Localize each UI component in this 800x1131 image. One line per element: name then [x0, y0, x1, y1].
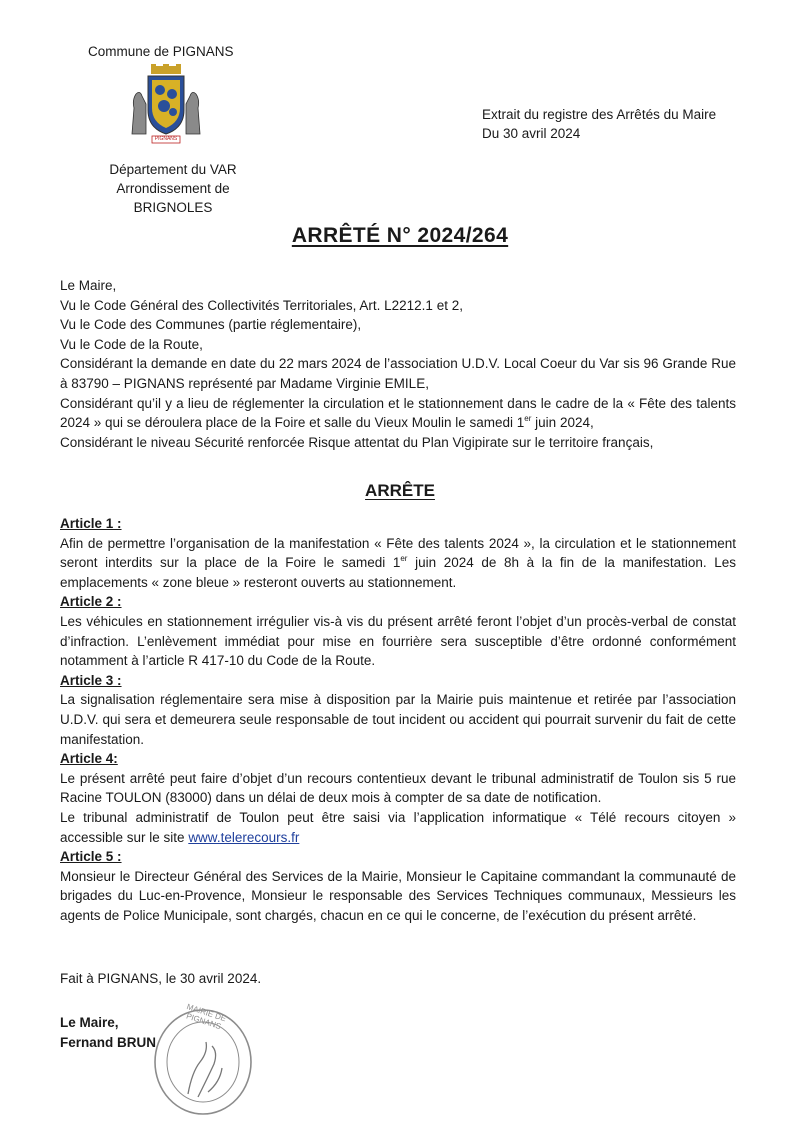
article-text: La signalisation réglementaire sera mise à disposition par la Mairie puis maintenue et retirée par l’association U.D.V. qui sera et demeurera seule responsable de tout incident ou accident qui pourrait survenir du fait de cette manifestation. [60, 692, 736, 747]
preamble-line: Considérant le niveau Sécurité renforcée Risque attentat du Plan Vigipirate sur le territoire français, [60, 434, 654, 450]
article-heading: Article 3 : [60, 672, 122, 688]
department-block [78, 160, 268, 217]
preamble-line: Vu le Code des Communes (partie réglementaire), [60, 317, 362, 333]
stamp-text: MAIRIE DE PIGNANS [185, 1002, 228, 1032]
article-text: Monsieur le Directeur Général des Services de la Mairie, Monsieur le Capitaine commandant la communauté de brigades du Luc-en-Provence, Monsieur le responsable des Services Techniques communaux, Messieurs les agents de Police Municipale, sont chargés, chacun en ce qui le concerne, de l’exécution du présent arrêté. [60, 868, 736, 923]
articles [60, 514, 736, 925]
extract-date: Du 30 avril 2024 [482, 126, 581, 141]
article-text: Les véhicules en stationnement irrégulier vis-à vis du présent arrêté feront l’objet d’un procès-verbal de constat d’infraction. L’enlèvement immédiat pour mise en fourrière sera susceptible d’être ordonné conformément notamment à l’article R 417-10 du Code de la Route. [60, 613, 736, 669]
preamble-line: Vu le Code de la Route, [60, 336, 203, 352]
signatory-name: Fernand BRUN [60, 1035, 157, 1050]
signatory-title: Le Maire, [60, 1015, 119, 1030]
arrete-heading: ARRÊTE [365, 481, 435, 500]
crest-banner-label: PIGNANS [154, 136, 178, 142]
article-heading: Article 5 : [60, 849, 122, 865]
telerecours-link[interactable]: www.telerecours.fr [188, 829, 300, 845]
preamble-line: Vu le Code Général des Collectivités Territoriales, Art. L2212.1 et 2, [60, 297, 463, 313]
department-line: Département du VAR [109, 162, 237, 177]
preamble [60, 276, 736, 452]
extract-line: Extrait du registre des Arrêtés du Maire [482, 107, 717, 122]
article-heading: Article 1 : [60, 516, 122, 531]
preamble-line: Considérant qu’il y a lieu de réglementer la circulation et le stationnement dans le cadre de la « Fête des talents 2024 » qui se déroulera place de la Foire et salle du Vieux Moulin le samedi 1er juin 2024, [60, 395, 736, 431]
page-title: ARRÊTÉ N° 2024/264 [291, 224, 509, 247]
article-heading: Article 2 : [60, 594, 122, 610]
signature-block [60, 1013, 156, 1053]
done-at-line: Fait à PIGNANS, le 30 avril 2024. [60, 971, 262, 986]
arrondissement-line: Arrondissement de BRIGNOLES [116, 181, 230, 215]
commune-name: Commune de PIGNANS [88, 44, 234, 59]
article-heading: Article 4: [60, 751, 118, 767]
article-text: Le présent arrêté peut faire d’objet d’un recours contentieux devant le tribunal administratif de Toulon sis 5 rue Racine TOULON (83000) dans un délai de deux mois à compter de sa date de notification. [60, 770, 736, 806]
article-text: Afin de permettre l’organisation de la manifestation « Fête des talents 2024 », la circulation et le stationnement seront interdits sur la place de la Foire le samedi 1er juin 2024 de 8h à la fin de la manifestation. Les emplacements « zone bleue » resteront ouverts au stationnement. [60, 535, 736, 590]
article-text: Le tribunal administratif de Toulon peut être saisi via l’application informatique « Télé recours citoyen » accessible sur le site www.telerecours.fr [60, 809, 736, 845]
register-extract [482, 105, 716, 143]
preamble-line: Considérant la demande en date du 22 mars 2024 de l’association U.D.V. Local Coeur du Var sis 96 Grande Rue à 83790 – PIGNANS représenté par Madame Virginie EMILE, [60, 356, 736, 391]
preamble-line: Le Maire, [60, 278, 117, 293]
